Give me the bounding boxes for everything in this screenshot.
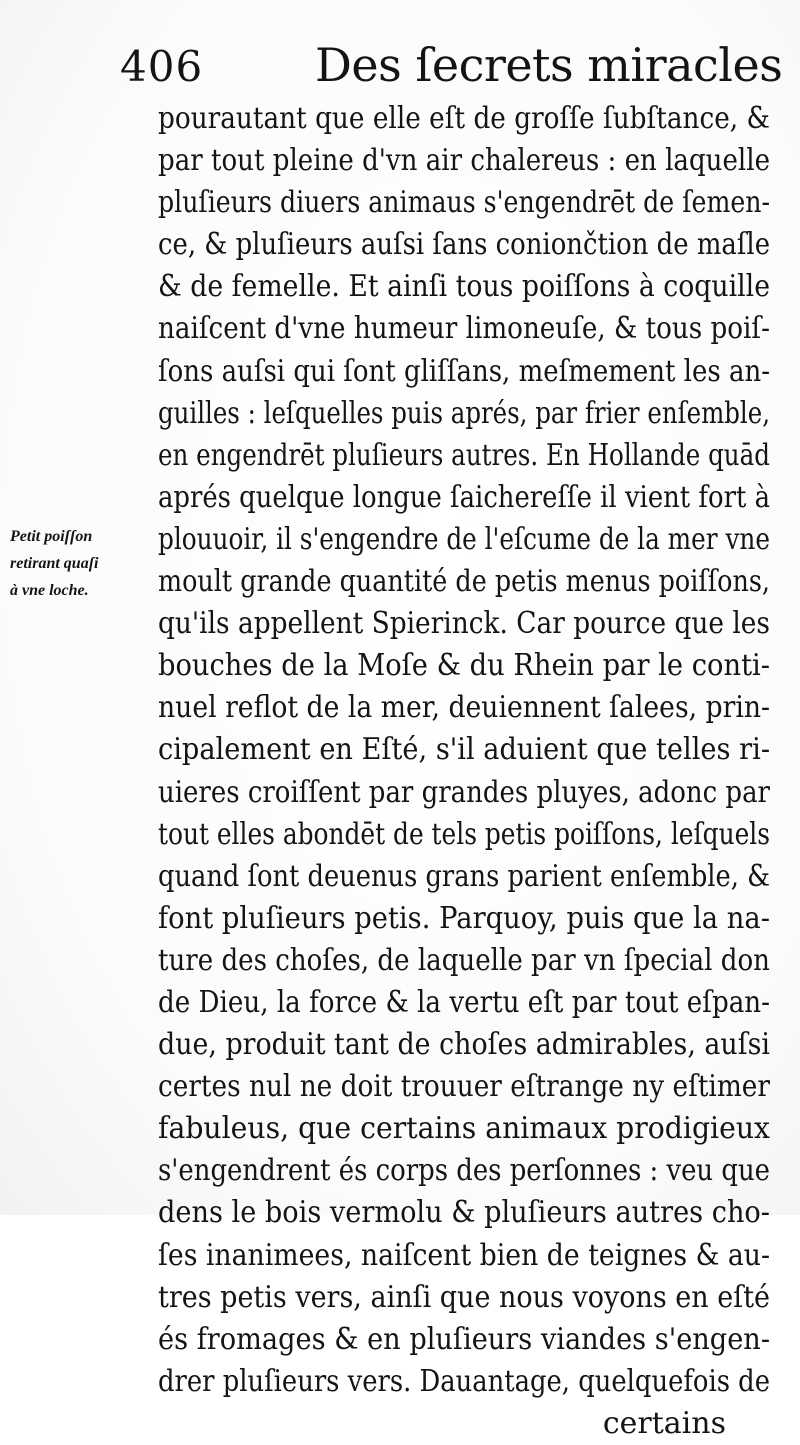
marginal-note-line: à vne loche. bbox=[10, 582, 89, 599]
text-line: guilles : leſquelles puis aprés, par frier enſemble, bbox=[158, 395, 770, 431]
page-number: 406 bbox=[120, 42, 204, 91]
text-line: de Dieu, la force & la vertu eſt par tout eſpan- bbox=[158, 984, 770, 1020]
body-text bbox=[158, 98, 770, 1445]
text-line: certes nul ne doit trouuer eſtrange ny eſtimer bbox=[158, 1069, 770, 1105]
text-line: és fromages & en pluſieurs viandes s'engen- bbox=[158, 1321, 771, 1357]
text-line: plouuoir, il s'engendre de l'eſcume de la mer vne bbox=[158, 521, 770, 557]
page-header bbox=[120, 30, 783, 100]
text-line: dens le bois vermolu & pluſieurs autres cho- bbox=[158, 1195, 770, 1231]
text-line: font pluſieurs petis. Parquoy, puis que la na- bbox=[158, 900, 770, 936]
text-line: en engendrēt pluſieurs autres. En Hollande quād bbox=[158, 437, 770, 473]
marginal-note-line: Petit poiſſon bbox=[10, 528, 93, 545]
text-line: naiſcent d'vne humeur limoneuſe, & tous poiſ- bbox=[158, 311, 770, 347]
running-title: Des ſecrets miracles bbox=[315, 38, 783, 92]
text-line: due, produit tant de choſes admirables, auſsi bbox=[158, 1027, 771, 1063]
text-line: & de femelle. Et ainſi tous poiſſons à coquille bbox=[158, 269, 771, 305]
text-line: pourautant que elle eſt de groſſe ſubſtance, & bbox=[158, 101, 770, 136]
text-line: uieres croiſſent par grandes pluyes, adonc par bbox=[158, 774, 770, 810]
text-line: par tout pleine d'vn air chalereus : en laquelle bbox=[158, 143, 771, 179]
catchword: certains bbox=[602, 1405, 726, 1441]
text-line: cipalement en Eſté, s'il aduient que telles ri- bbox=[158, 732, 771, 768]
marginal-note-line: retirant quaſi bbox=[10, 555, 99, 572]
text-line: s'engendrent és corps des perſonnes : veu que bbox=[158, 1153, 770, 1189]
text-line: quand ſont deuenus grans parient enſemble, & bbox=[158, 858, 770, 894]
text-line: drer pluſieurs vers. Dauantage, quelquefois de bbox=[158, 1363, 770, 1399]
text-line: aprés quelque longue ſaichereſſe il vient fort à bbox=[158, 479, 771, 515]
text-line: ce, & pluſieurs auſsi ſans coniončtion de maſle bbox=[158, 227, 771, 263]
text-line: qu'ils appellent Spierinck. Car pource que les bbox=[158, 606, 770, 642]
text-line: moult grande quantité de petis menus poiſſons, bbox=[158, 564, 770, 600]
text-line: tout elles abondēt de tels petis poiſſons, leſquels bbox=[158, 816, 771, 852]
text-line: tres petis vers, ainſi que nous voyons en eſté bbox=[158, 1279, 771, 1315]
marginal-note bbox=[10, 523, 160, 604]
text-line: ſons auſsi qui ſont gliſſans, meſmement les an- bbox=[158, 353, 770, 389]
text-line: fabuleus, que certains animaux prodigieux bbox=[158, 1111, 770, 1147]
text-line: nuel reflot de la mer, deuiennent ſalees, prin- bbox=[158, 690, 771, 726]
text-line: bouches de la Moſe & du Rhein par le conti- bbox=[158, 648, 771, 684]
text-line: ture des choſes, de laquelle par vn ſpecial don bbox=[158, 942, 770, 978]
text-line: pluſieurs diuers animaus s'engendrēt de ſemen- bbox=[158, 185, 771, 221]
text-line: ſes inanimees, naiſcent bien de teignes & au- bbox=[158, 1237, 771, 1273]
